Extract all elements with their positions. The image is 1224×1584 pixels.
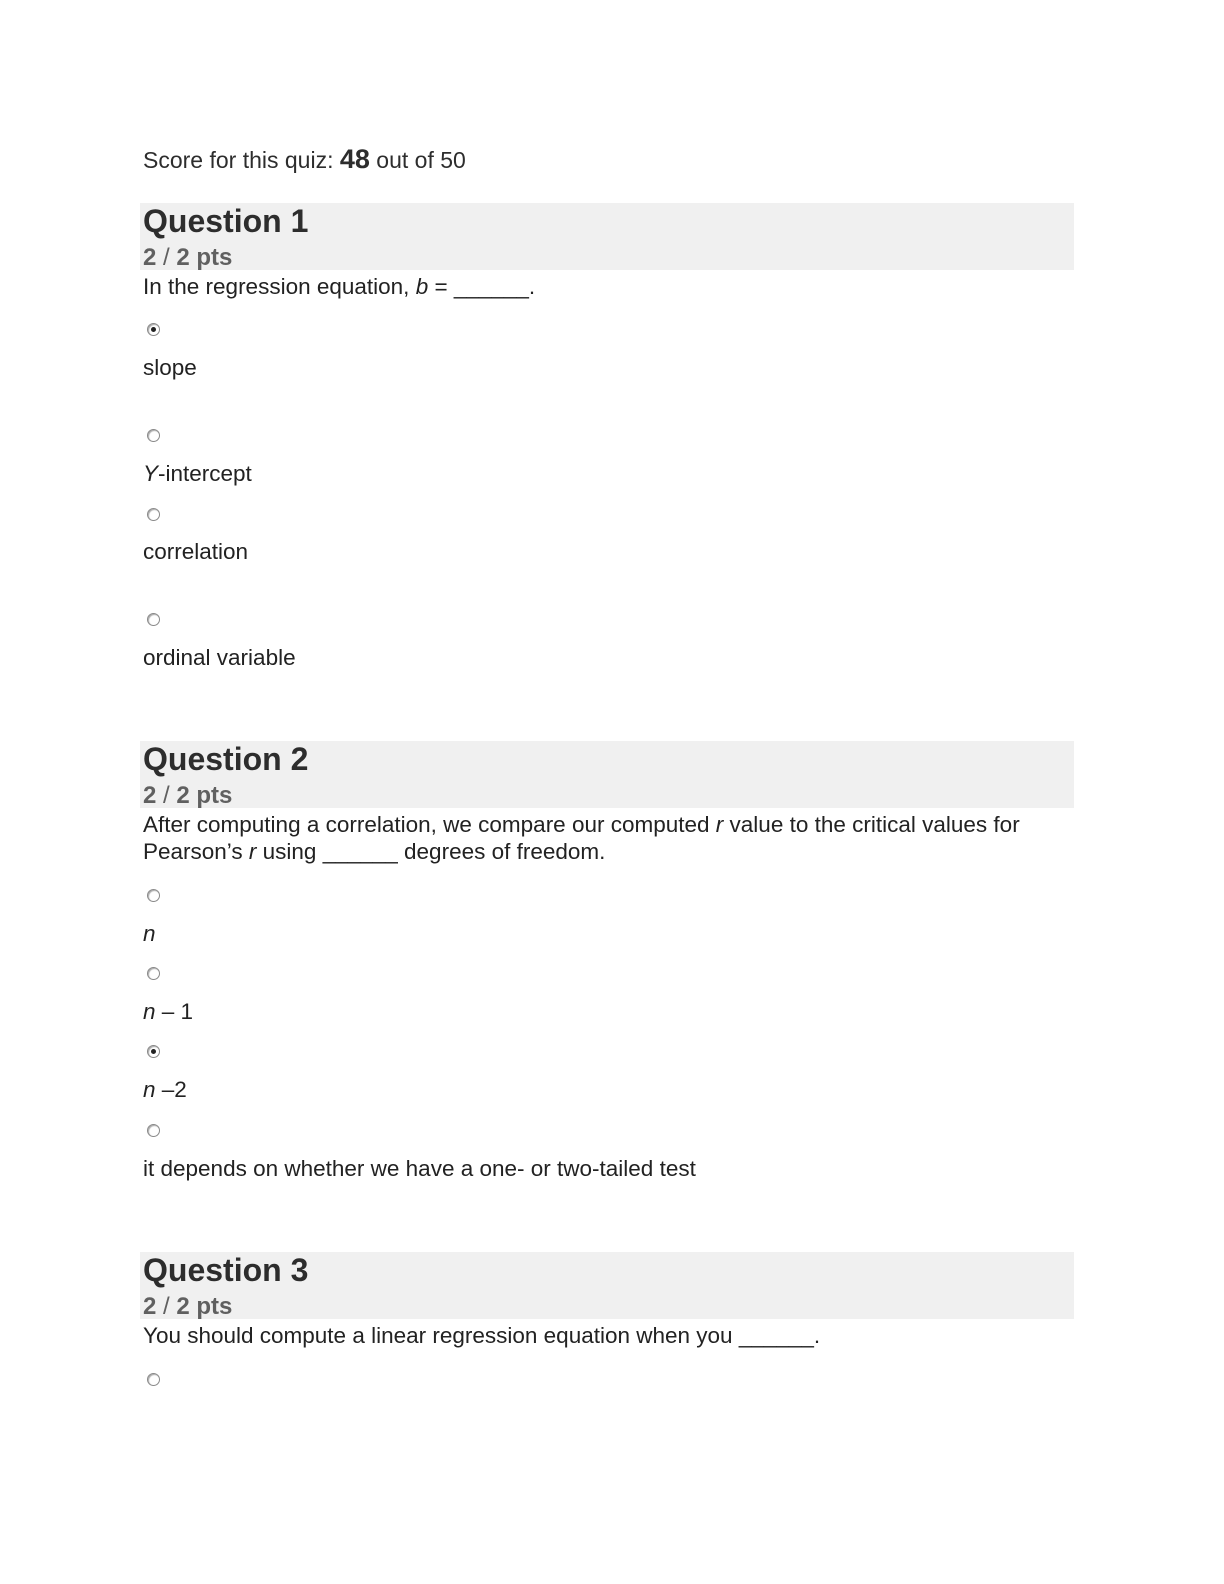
- answer-label-n: n: [143, 921, 156, 946]
- answer-radio-slope[interactable]: [147, 323, 160, 336]
- question-points: 2 / 2 pts: [143, 1293, 233, 1320]
- answer-radio-ordinal-variable[interactable]: [147, 613, 160, 626]
- question-points: 2 / 2 pts: [143, 244, 233, 271]
- question-points: 2 / 2 pts: [143, 782, 233, 809]
- question-1-header: [140, 203, 1074, 270]
- answer-radio-y-intercept[interactable]: [147, 429, 160, 442]
- answer-radio-it-depends[interactable]: [147, 1124, 160, 1137]
- answer-label-it-depends: it depends on whether we have a one- or two-tailed test: [143, 1156, 696, 1181]
- question-3-header: [140, 1252, 1074, 1319]
- question-title: Question 1: [143, 203, 309, 239]
- answer-radio-n[interactable]: [147, 889, 160, 902]
- question-1-text: In the regression equation, b = ______.: [143, 274, 536, 299]
- question-2-text-line-2: Pearson’s r using ______ degrees of freedom.: [143, 839, 606, 864]
- question-2-header: [140, 741, 1074, 808]
- score-value: 48: [339, 144, 370, 174]
- answer-radio-n-minus-2[interactable]: [147, 1045, 160, 1058]
- score-label: Score for this quiz:: [143, 147, 334, 173]
- answer-label-n-minus-2: n –2: [143, 1077, 187, 1102]
- answer-label-correlation: correlation: [143, 539, 249, 564]
- answer-radio-q3-option-1[interactable]: [147, 1373, 160, 1386]
- answer-label-n-minus-1: n – 1: [143, 999, 194, 1024]
- answer-radio-n-minus-1[interactable]: [147, 967, 160, 980]
- answer-radio-correlation[interactable]: [147, 508, 160, 521]
- question-2-text: [143, 811, 1020, 865]
- question-title: Question 3: [143, 1252, 309, 1288]
- answer-label-slope: slope: [143, 355, 197, 380]
- question-2-text-line-1: After computing a correlation, we compare our computed r value to the critical values for: [143, 812, 1020, 837]
- answer-label-y-intercept: Y-intercept: [143, 461, 252, 486]
- question-3-text: You should compute a linear regression equation when you ______.: [143, 1323, 821, 1348]
- quiz-score: [143, 144, 466, 175]
- score-suffix: out of 50: [376, 147, 466, 173]
- question-title: Question 2: [143, 741, 309, 777]
- answer-label-ordinal-variable: ordinal variable: [143, 645, 296, 670]
